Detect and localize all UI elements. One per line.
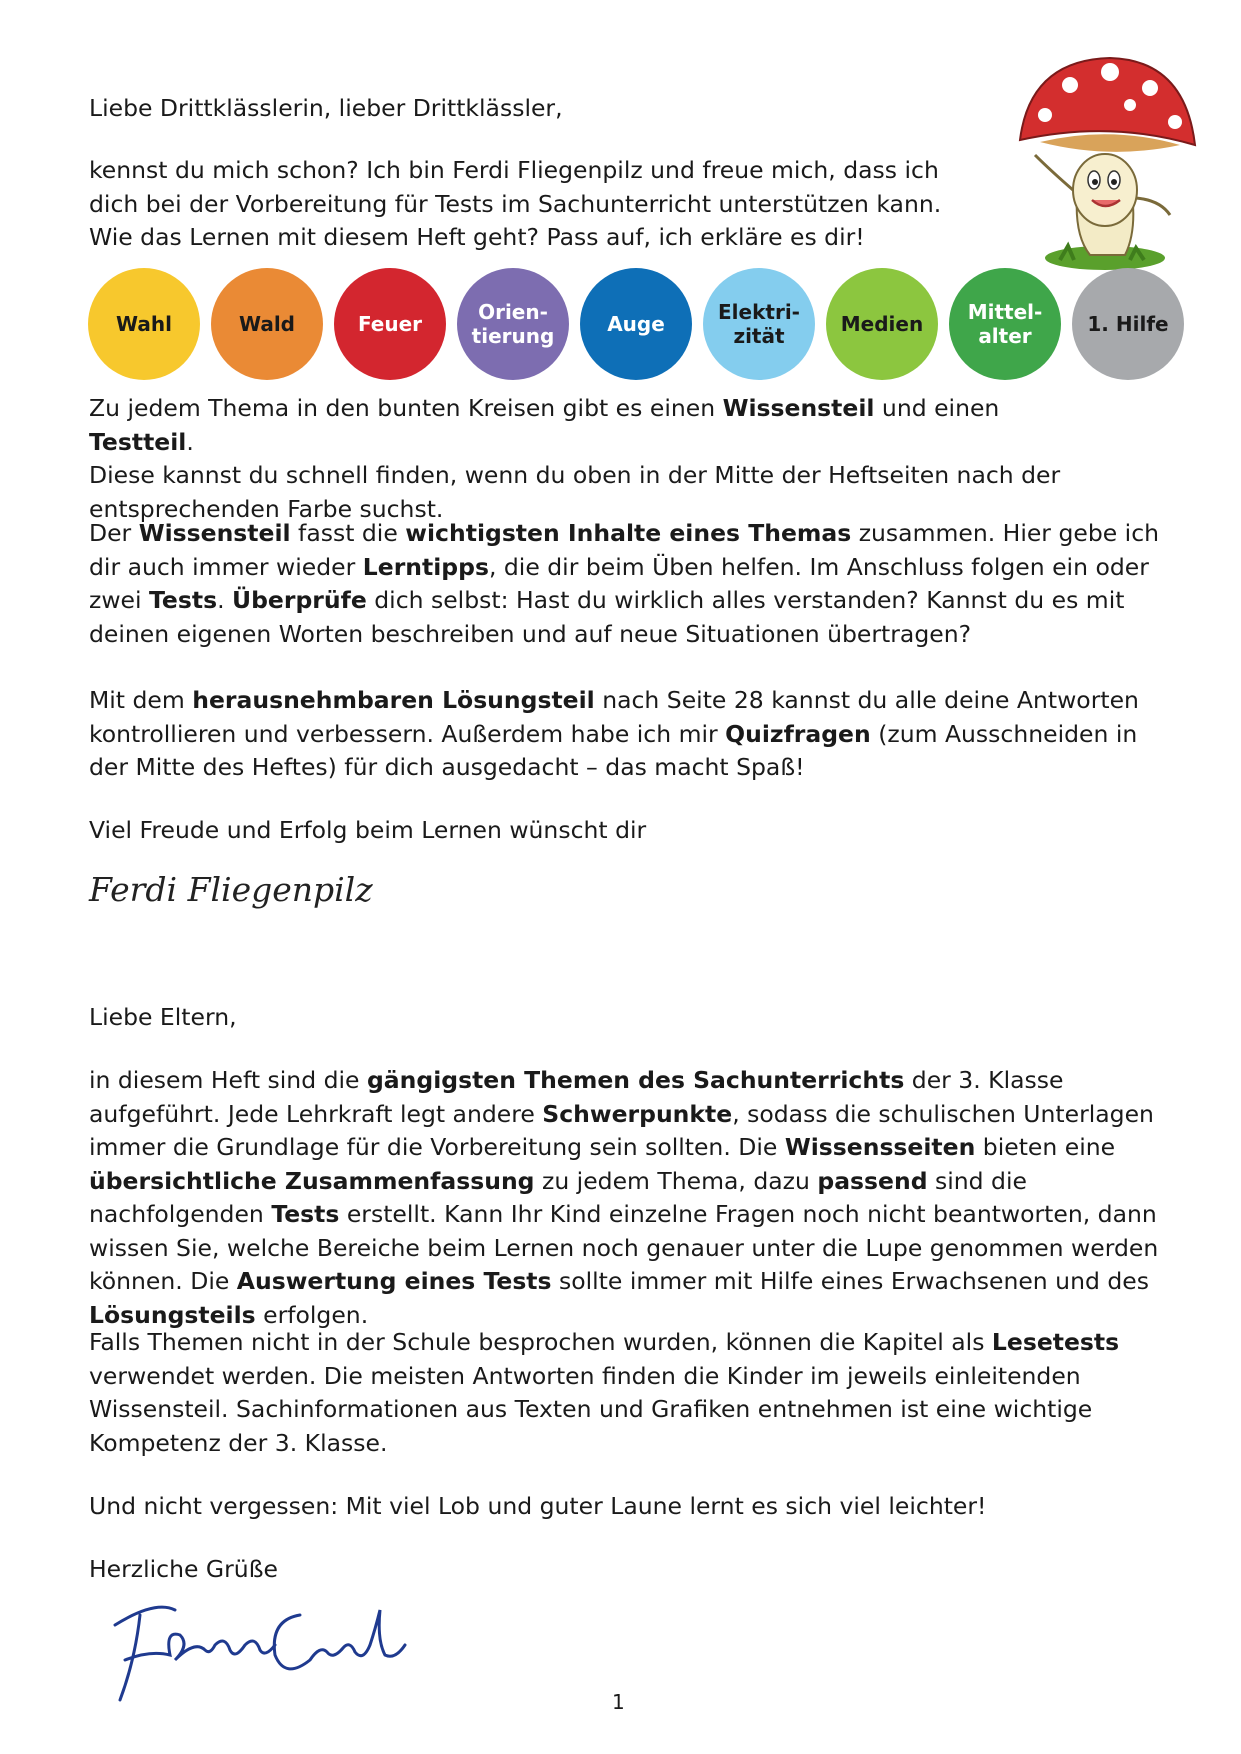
paragraph-parents-1: in diesem Heft sind die gängigsten Themen des Sachunterrichts der 3. Klasse aufgeführt. Jede Lehrkraft legt andere Schwerpunkte, sodass die schulischen Unterlagen immer die Grundlage für die Vorbereitung sein sollten. Die Wissensseiten bieten eine übersichtliche Zusammenfassung zu jedem Thema, dazu passend sind die nachfolgenden Tests erstellt. Kann Ihr Kind einzelne Fragen noch nicht beantworten, dann wissen Sie, welche Bereiche beim Lernen noch genauer unter die Lupe genommen werden können. Die Auswertung eines Tests sollte immer mit Hilfe eines Erwachsenen und des Lösungsteils erfolgen.: [89, 1066, 1159, 1329]
topic-circle-erste-hilfe: [1072, 268, 1184, 380]
greeting-parents: Liebe Eltern,: [89, 1003, 237, 1031]
topic-label: Auge: [607, 312, 665, 336]
paragraph-wissensteil: Der Wissensteil fasst die wichtigsten Inhalte eines Themas zusammen. Hier gebe ich dir auch immer wieder Lerntipps, die dir beim Üben helfen. Im Anschluss folgen ein oder zwei Tests. Überprüfe dich selbst: Hast du wirklich alles verstanden? Kannst du es mit deinen eigenen Worten beschreiben und auf neue Situationen übertragen?: [89, 519, 1160, 648]
topic-circle-mittelalter: [949, 268, 1061, 380]
closing-parents: Herzliche Grüße: [89, 1555, 278, 1583]
topic-label: 1. Hilfe: [1087, 312, 1169, 336]
topic-circles: [88, 268, 1188, 384]
intro-line: kennst du mich schon? Ich bin Ferdi Fliegenpilz und freue mich, dass ich: [89, 156, 939, 184]
topic-label: Mittel- alter: [967, 300, 1043, 348]
closing-children: Viel Freude und Erfolg beim Lernen wünscht dir: [89, 816, 647, 844]
topic-label: Feuer: [357, 312, 423, 336]
topic-circle-auge: [580, 268, 692, 380]
greeting-children: Liebe Drittklässlerin, lieber Drittklässler,: [89, 94, 563, 122]
topic-circle-elektrizitaet: [703, 268, 815, 380]
paragraph-topics: Zu jedem Thema in den bunten Kreisen gibt es einen Wissensteil und einen Testteil. Diese kannst du schnell finden, wenn du oben in der Mitte der Heftseiten nach der entsprechenden Farbe suchst.: [89, 394, 1061, 523]
ferdi-mushroom-mascot-icon: [1010, 50, 1200, 275]
page-number: 1: [612, 1690, 625, 1714]
paragraph-loesungsteil: Mit dem herausnehmbaren Lösungsteil nach Seite 28 kannst du alle deine Antworten kontrollieren und verbessern. Außerdem habe ich mir Quizfragen (zum Ausschneiden in der Mitte des Heftes) für dich ausgedacht – das macht Spaß!: [89, 686, 1139, 781]
topic-label: Elektri- zität: [718, 300, 800, 348]
topic-label: Wald: [238, 312, 295, 336]
topic-label: Medien: [840, 312, 924, 336]
intro-line: Wie das Lernen mit diesem Heft geht? Pass auf, ich erkläre es dir!: [89, 223, 865, 251]
intro-paragraph: [89, 154, 1009, 255]
paragraph-parents-2: Falls Themen nicht in der Schule besprochen wurden, können die Kapitel als Lesetests verwendet werden. Die meisten Antworten finden die Kinder im jeweils einleitenden Wissensteil. Sachinformationen aus Texten und Grafiken entnehmen ist eine wichtige Kompetenz der 3. Klasse.: [89, 1328, 1120, 1457]
paragraph-parents-3: Und nicht vergessen: Mit viel Lob und guter Laune lernt es sich viel leichter!: [89, 1492, 987, 1520]
topic-label: Orien- tierung: [471, 300, 555, 348]
intro-line: dich bei der Vorbereitung für Tests im Sachunterricht unterstützen kann.: [89, 189, 942, 218]
topic-circle-feuer: [334, 268, 446, 380]
topic-circle-wald: [211, 268, 323, 380]
signature-ferdi: Ferdi Fliegenpilz: [89, 870, 373, 909]
topic-circle-wahl: [88, 268, 200, 380]
author-signature: [95, 1590, 415, 1710]
topic-label: Wahl: [116, 312, 172, 336]
topic-circle-orientierung: [457, 268, 569, 380]
topic-circle-medien: [826, 268, 938, 380]
